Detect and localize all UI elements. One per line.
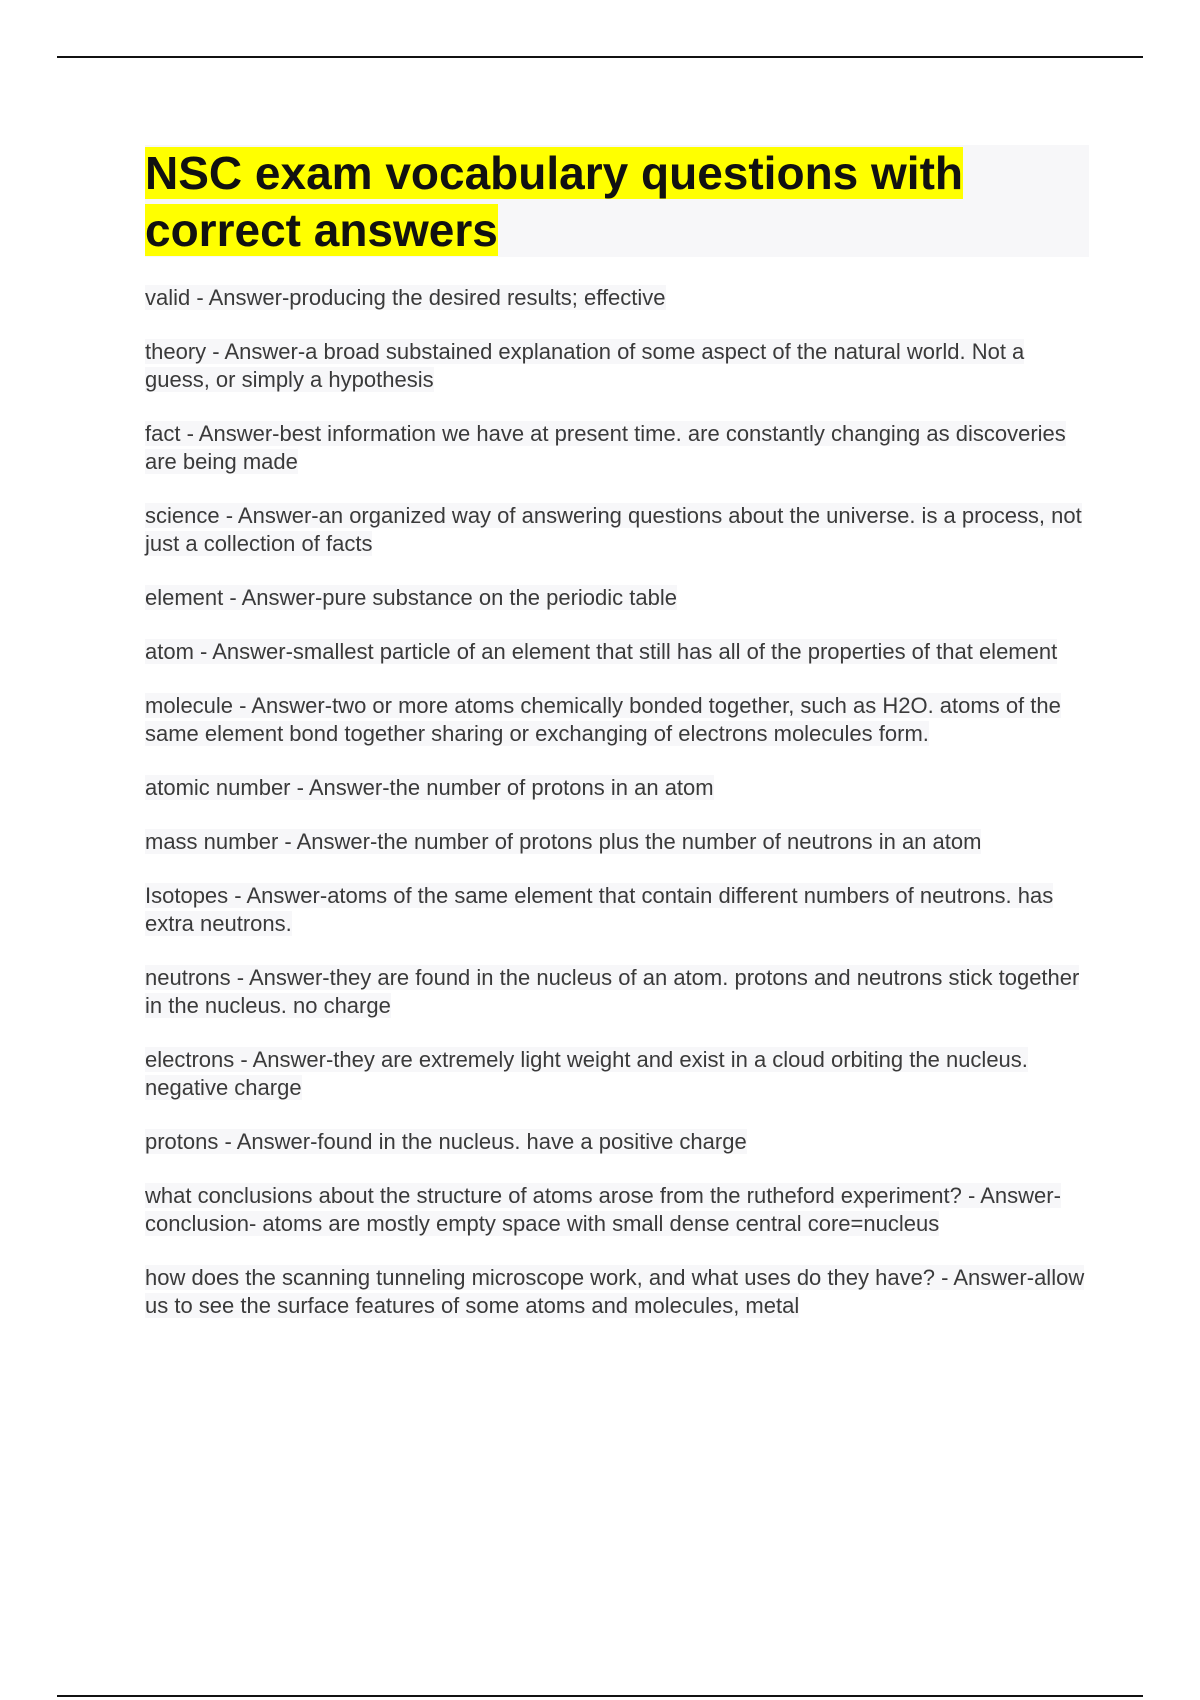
list-item: [145, 284, 1095, 312]
page-title: [145, 145, 1089, 259]
list-item: [145, 1046, 1095, 1102]
entry-text: protons - Answer-found in the nucleus. have a positive charge: [145, 1129, 747, 1154]
list-item: [145, 502, 1095, 558]
list-item: [145, 584, 1095, 612]
list-item: [145, 1264, 1095, 1320]
entry-text: how does the scanning tunneling microscope work, and what uses do they have? - Answer-allow us to see the surface features of some atoms and molecules, metal: [145, 1265, 1085, 1318]
entry-text: element - Answer-pure substance on the periodic table: [145, 585, 677, 610]
list-item: [145, 692, 1095, 748]
entry-text: Isotopes - Answer-atoms of the same element that contain different numbers of neutrons. has extra neutrons.: [145, 883, 1054, 936]
list-item: [145, 1182, 1095, 1238]
top-rule: [57, 56, 1143, 58]
list-item: [145, 964, 1095, 1020]
entry-text: molecule - Answer-two or more atoms chemically bonded together, such as H2O. atoms of the same element bond together sharing or exchanging of electrons molecules form.: [145, 693, 1061, 746]
list-item: [145, 828, 1095, 856]
entry-text: fact - Answer-best information we have at present time. are constantly changing as discoveries are being made: [145, 421, 1066, 474]
list-item: [145, 338, 1095, 394]
vocabulary-list: [145, 284, 1095, 1346]
list-item: [145, 420, 1095, 476]
entry-text: valid - Answer-producing the desired results; effective: [145, 285, 666, 310]
title-text: NSC exam vocabulary questions with correct answers: [145, 147, 964, 256]
entry-text: neutrons - Answer-they are found in the nucleus of an atom. protons and neutrons stick together in the nucleus. no charge: [145, 965, 1080, 1018]
entry-text: mass number - Answer-the number of protons plus the number of neutrons in an atom: [145, 829, 982, 854]
list-item: [145, 882, 1095, 938]
list-item: [145, 1128, 1095, 1156]
entry-text: theory - Answer-a broad substained explanation of some aspect of the natural world. Not a guess, or simply a hypothesis: [145, 339, 1025, 392]
entry-text: atom - Answer-smallest particle of an element that still has all of the properties of that element: [145, 639, 1058, 664]
title-block: [145, 145, 1089, 257]
entry-text: what conclusions about the structure of atoms arose from the rutheford experiment? - Answer-conclusion- atoms are mostly empty space with small dense central core=nucleus: [145, 1183, 1061, 1236]
list-item: [145, 774, 1095, 802]
bottom-rule: [57, 1695, 1143, 1697]
list-item: [145, 638, 1095, 666]
entry-text: atomic number - Answer-the number of protons in an atom: [145, 775, 714, 800]
entry-text: science - Answer-an organized way of answering questions about the universe. is a process, not just a collection of facts: [145, 503, 1082, 556]
entry-text: electrons - Answer-they are extremely light weight and exist in a cloud orbiting the nucleus. negative charge: [145, 1047, 1028, 1100]
